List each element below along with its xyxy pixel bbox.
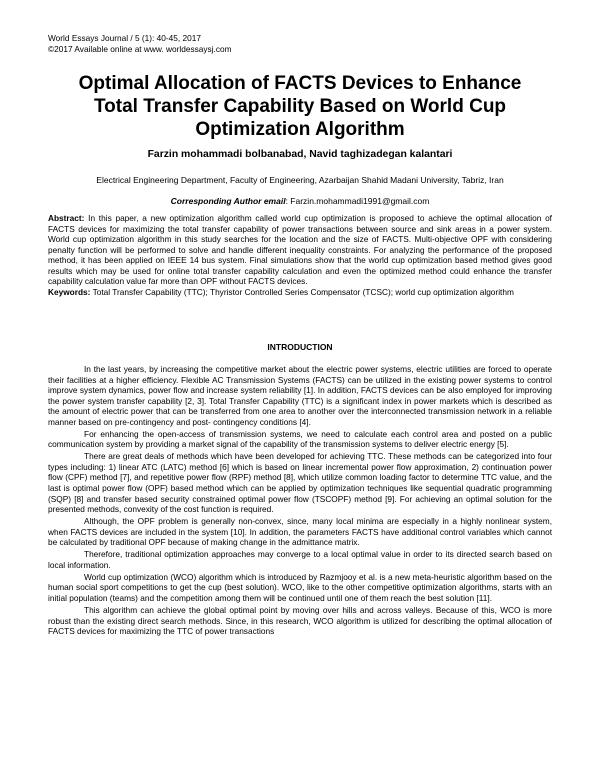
title-line: Total Transfer Capability Based on World Cup [93,96,507,117]
keywords-label: Keywords: [48,286,91,297]
journal-header [48,33,232,55]
corresponding-email: : Farzin.mohammadi1991@gmail.com [285,196,430,206]
body-paragraph: Although, the OPF problem is generally non-convex, since, many local minima are especially in a highly nonlinear system, when FACTS devices are included in the system [10]. In addition, the parameters FACTS have additional control variables which cannot be calculated by traditional OPF because of making change in the admittance matrix. [48,516,552,548]
body-paragraph: Therefore, traditional optimization approaches may converge to a local optimal value in order to its directed search based on local information. [48,549,552,570]
title-line: Optimal Allocation of FACTS Devices to Enhance [78,73,522,94]
paper-title [48,72,552,141]
introduction-heading: INTRODUCTION [267,342,333,352]
title-line: Optimization Algorithm [195,119,405,140]
abstract [48,213,552,297]
keywords-paragraph [48,287,552,298]
journal-citation: World Essays Journal / 5 (1): 40-45, 2017 [48,33,201,43]
abstract-text: In this paper, a new optimization algorithm called world cup optimization is proposed to achieve the optimal allocation of FACTS devices for maximizing the total transfer capability of power transactions between source and sink areas in a power system. World cup optimization algorithm in this study searches for the location and the size of FACTS. Multi-objective OPF with considering penalty function will be performed to solve and handle different inequality constraints. For analyzing the performance of the proposed method, it has been applied on IEEE 14 bus system. Final simulations show that the world cup optimization based method gives good results which may be used for online total transfer capability calculation and even the optimized method could enhance the transfer capability calculation value far more than OPF without FACTS devices. [48,213,552,287]
body-paragraph: This algorithm can achieve the global optimal point by moving over hills and across valleys. Because of this, WCO is more robust than the existing direct search methods. Since, in this research, WCO algorithm is utilized for describing the optimal allocation of FACTS devices for maximizing the TTC of power transactions [48,605,552,637]
keywords-text: Total Transfer Capability (TTC); Thyristor Controlled Series Compensator (TCSC); world cup optimization algorithm [90,286,514,297]
body-paragraph: For enhancing the open-access of transmission systems, we need to calculate each control area and posted on a public communication system by providing a market signal of the capability of the transmission systems to deliver electric energy [5]. [48,428,552,450]
corresponding-author [48,196,552,206]
introduction-body [48,364,552,638]
journal-availability: ©2017 Available online at www. worldessaysj.com [48,44,232,54]
corresponding-label: Corresponding Author email [170,196,286,206]
abstract-label: Abstract: [48,213,85,223]
abstract-paragraph [48,213,552,287]
body-paragraph: In the last years, by increasing the competitive market about the electric power systems, electric utilities are forced to operate their facilities at a higher efficiency. Flexible AC Transmission Systems (FACTS) can be utilized in the existing power systems to control improve system dynamics, power flow and increase system reliability [1]. In addition, FACTS devices can be also employed for improving the power system transfer capability [2, 3]. Total Transfer Capability (TTC) is a significant index in power markets which is described as the amount of electric power that can be transferred from one area to another over the interconnected transmission network in a reliable manner based on pre-contingency and post- contingency conditions [4]. [48,364,552,427]
body-paragraph: World cup optimization (WCO) algorithm which is introduced by Razmjooy et al. is a new meta-heuristic algorithm based on the human social sport competitions to get the cup (best solution). WCO, like to the other competitive optimization algorithms, starts with an initial population (teams) and the competition among them will be continued until one of them reach the best solution [11]. [48,571,552,603]
authors: Farzin mohammadi bolbanabad, Navid taghizadegan kalantari [147,149,453,160]
body-paragraph: There are great deals of methods which have been developed for achieving TTC. These methods can be categorized into four types including: 1) linear ATC (LATC) method [6] which is based on linear incremental power flow approximation, 2) continuation power flow (CPF) method [7], and repetitive power flow (RPF) method [8], which utilize common loading factor to determine TTC value, and the last is optimal power flow (OPF) based method which can be applied by optimization techniques like sequential quadratic programming (SQP) [8] and transfer based security constrained optimal power flow (TSCOPF) method [9]. For achieving an optimal solution for the presented methods, convexity of the cost function is required. [48,451,552,515]
affiliation: Electrical Engineering Department, Faculty of Engineering, Azarbaijan Shahid Madani University, Tabriz, Iran [96,175,504,185]
